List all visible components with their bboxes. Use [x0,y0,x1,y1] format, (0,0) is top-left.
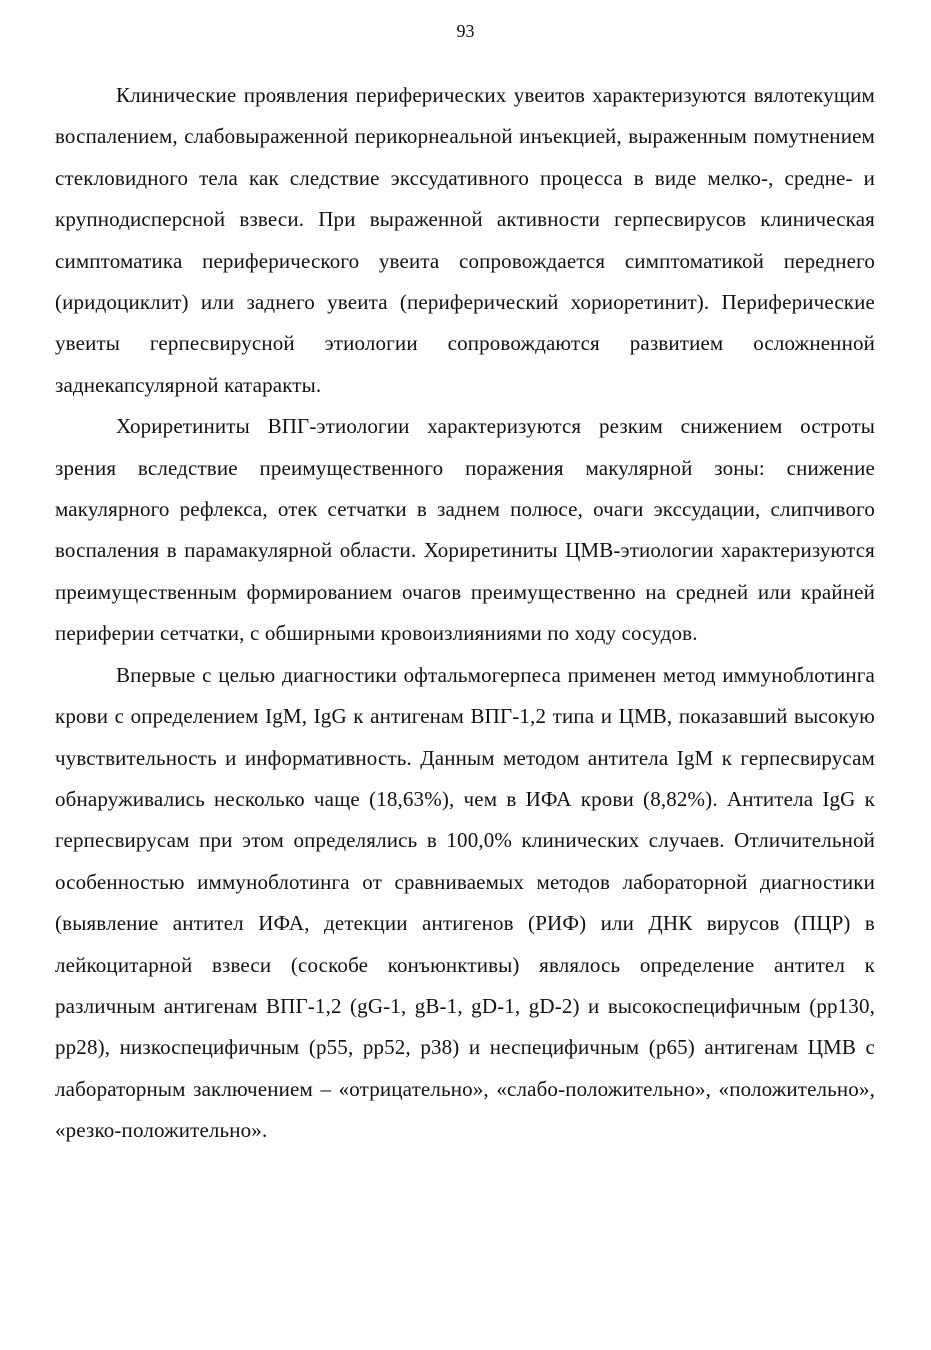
paragraph-peripheral-uveitis: Клинические проявления периферических увеитов характеризуются вялотекущим воспалением, слабовыраженной перикорнеальной инъекцией, выраженным помутнением стекловидного тела как следствие экссудативного процесса в виде мелко-, средне- и крупнодисперсной взвеси. При выраженной активности герпесвирусов клиническая симптоматика периферического увеита сопровождается симптоматикой переднего (иридоциклит) или заднего увеита (периферический хориоретинит). Периферические увеиты герпесвирусной этиологии сопровождаются развитием осложненной заднекапсулярной катаракты. [55,83,875,397]
paragraph-immunoblotting: Впервые с целью диагностики офтальмогерпеса применен метод иммуноблотинга крови с определением IgM, IgG к антигенам ВПГ-1,2 типа и ЦМВ, показавший высокую чувствительность и информативность. Данным методом антитела IgM к герпесвирусам обнаруживались несколько чаще (18,63%), чем в ИФА крови (8,82%). Антитела IgG к герпесвирусам при этом определялись в 100,0% клинических случаев. Отличительной особенностью иммуноблотинга от сравниваемых методов лабораторной диагностики (выявление антител ИФА, детекции антигенов (РИФ) или ДНК вирусов (ПЦР) в лейкоцитарной взвеси (соскобе конъюнктивы) являлось определение антител к различным антигенам ВПГ-1,2 (gG-1, gB-1, gD-1, gD-2) и высокоспецифичным (pp130, pp28), низкоспецифичным (p55, pp52, p38) и неспецифичным (p65) антигенам ЦМВ с лабораторным заключением – «отрицательно», «слабо-положительно», «положительно», «резко-положительно». [55,662,875,1143]
paragraph-chorioretinitis: Хориретиниты ВПГ-этиологии характеризуются резким снижением остроты зрения вследствие преимущественного поражения макулярной зоны: снижение макулярного рефлекса, отек сетчатки в заднем полюсе, очаги экссудации, слипчивого воспаления в парамакулярной области. Хориретиниты ЦМВ-этиологии характеризуются преимущественным формированием очагов преимущественно на средней или крайней периферии сетчатки, с обширными кровоизлияниями по ходу сосудов. [55,414,875,646]
page-number: 93 [456,21,475,41]
document-body [55,75,875,1152]
